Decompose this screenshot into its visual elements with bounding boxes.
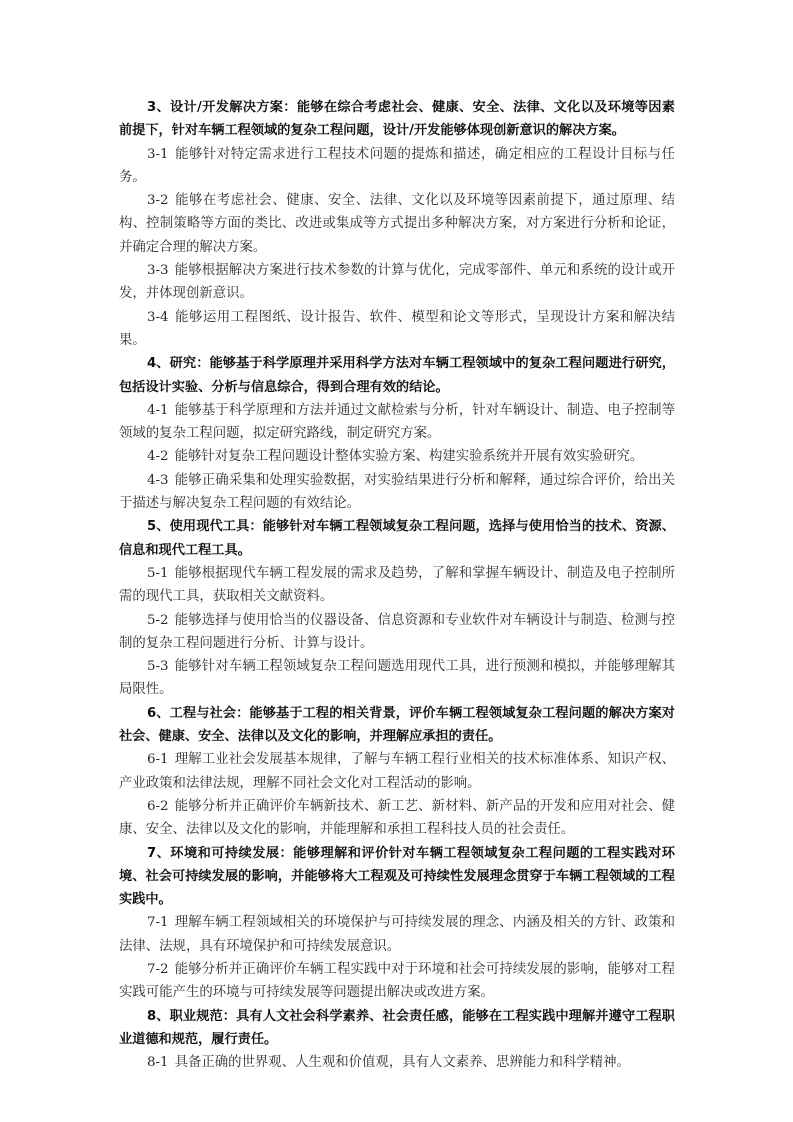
item-text: 能够分析并正确评价车辆新技术、新工艺、新材料、新产品的开发和应用对社会、健康、安全、法律以及文化的影响，并能理解和承担工程科技人员的社会责任。: [119, 798, 675, 838]
requirement-item: [119, 143, 675, 190]
item-number: 3-3: [147, 263, 169, 279]
item-text: 能够运用工程图纸、设计报告、软件、模型和论文等形式，呈现设计方案和解决结果。: [119, 309, 675, 348]
requirement-item: [119, 562, 675, 609]
item-number: 5-2: [147, 612, 169, 628]
section-heading: 5、使用现代工具：能够针对车辆工程领域复杂工程问题，选择与使用恰当的技术、资源、信息和现代工程工具。: [119, 519, 675, 558]
item-number: 4-1: [147, 402, 169, 418]
item-number: 5-3: [147, 659, 169, 675]
section-heading: 7、环境和可持续发展：能够理解和评价针对车辆工程领域复杂工程问题的工程实践对环境、社会可持续发展的影响，并能够将大工程观及可持续性发展理念贯穿于车辆工程领域的工程实践中。: [119, 845, 675, 908]
requirement-item: [119, 655, 675, 702]
section-heading: 8、职业规范：具有人文社会科学素养、社会责任感，能够在工程实践中理解并遵守工程职业道德和规范，履行责任。: [119, 1008, 675, 1047]
item-text: 能够根据现代车辆工程发展的需求及趋势，了解和掌握车辆设计、制造及电子控制所需的现代工具，获取相关文献资料。: [119, 565, 675, 605]
item-text: 能够针对车辆工程领域复杂工程问题选用现代工具，进行预测和模拟，并能够理解其局限性。: [119, 659, 675, 698]
document-body: [119, 96, 675, 1074]
section-heading: 6、工程与社会：能够基于工程的相关背景，评价车辆工程领域复杂工程问题的解决方案对社会、健康、安全、法律以及文化的影响，并理解应承担的责任。: [119, 705, 675, 745]
item-text: 能够分析并正确评价车辆工程实践中对于环境和社会可持续发展的影响，能够对工程实践可能产生的环境与可持续发展等问题提出解决或改进方案。: [119, 961, 675, 1001]
item-number: 6-2: [147, 798, 169, 814]
requirement-item: [119, 189, 675, 259]
item-text: 能够基于科学原理和方法并通过文献检索与分析，针对车辆设计、制造、电子控制等领域的复杂工程问题，拟定研究路线，制定研究方案。: [119, 402, 675, 442]
item-text: 能够正确采集和处理实验数据，对实验结果进行分析和解释，通过综合评价，给出关于描述与解决复杂工程问题的有效结论。: [119, 472, 675, 512]
requirement-item: [119, 958, 675, 1005]
requirement-item: [119, 259, 675, 306]
requirement-item: [119, 911, 675, 958]
item-text: 能够根据解决方案进行技术参数的计算与优化，完成零部件、单元和系统的设计或开发，并体现创新意识。: [119, 263, 675, 302]
requirement-item: [119, 469, 675, 516]
item-number: 3-1: [147, 146, 169, 162]
item-number: 4-3: [147, 472, 169, 488]
item-number: 3-2: [147, 193, 169, 209]
section-heading: 3、设计/开发解决方案：能够在综合考虑社会、健康、安全、法律、文化以及环境等因素前提下，针对车辆工程领域的复杂工程问题，设计/开发能够体现创新意识的解决方案。: [119, 100, 675, 139]
requirement-item: [119, 306, 675, 353]
requirement-item: [119, 399, 675, 446]
item-text: 理解车辆工程领域相关的环境保护与可持续发展的理念、内涵及相关的方针、政策和法律、法规，具有环境保护和可持续发展意识。: [119, 915, 675, 954]
item-number: 6-1: [147, 752, 169, 768]
requirement-item: [119, 1051, 675, 1074]
requirement-item: [119, 795, 675, 842]
requirement-item: [119, 445, 675, 468]
item-number: 5-1: [147, 565, 169, 581]
item-text: 能够针对特定需求进行工程技术问题的提炼和描述，确定相应的工程设计目标与任务。: [119, 146, 675, 185]
item-text: 能够针对复杂工程问题设计整体实验方案、构建实验系统并开展有效实验研究。: [174, 449, 644, 465]
item-number: 4-2: [147, 449, 169, 465]
requirement-item: [119, 748, 675, 795]
requirement-item: [119, 609, 675, 656]
item-number: 7-2: [147, 961, 169, 977]
item-text: 具备正确的世界观、人生观和价值观，具有人文素养、思辨能力和科学精神。: [174, 1055, 630, 1071]
item-text: 能够在考虑社会、健康、安全、法律、文化以及环境等因素前提下，通过原理、结构、控制策略等方面的类比、改进或集成等方式提出多种解决方案，对方案进行分析和论证，并确定合理的解决方案。: [119, 193, 675, 255]
item-number: 8-1: [147, 1055, 169, 1071]
section-heading: 4、研究：能够基于科学原理并采用科学方法对车辆工程领域中的复杂工程问题进行研究，包括设计实验、分析与信息综合，得到合理有效的结论。: [119, 356, 675, 395]
item-text: 能够选择与使用恰当的仪器设备、信息资源和专业软件对车辆设计与制造、检测与控制的复杂工程问题进行分析、计算与设计。: [119, 612, 675, 651]
item-number: 3-4: [147, 309, 169, 325]
item-text: 理解工业社会发展基本规律，了解与车辆工程行业相关的技术标准体系、知识产权、产业政策和法律法规，理解不同社会文化对工程活动的影响。: [119, 752, 675, 791]
item-number: 7-1: [147, 915, 169, 931]
